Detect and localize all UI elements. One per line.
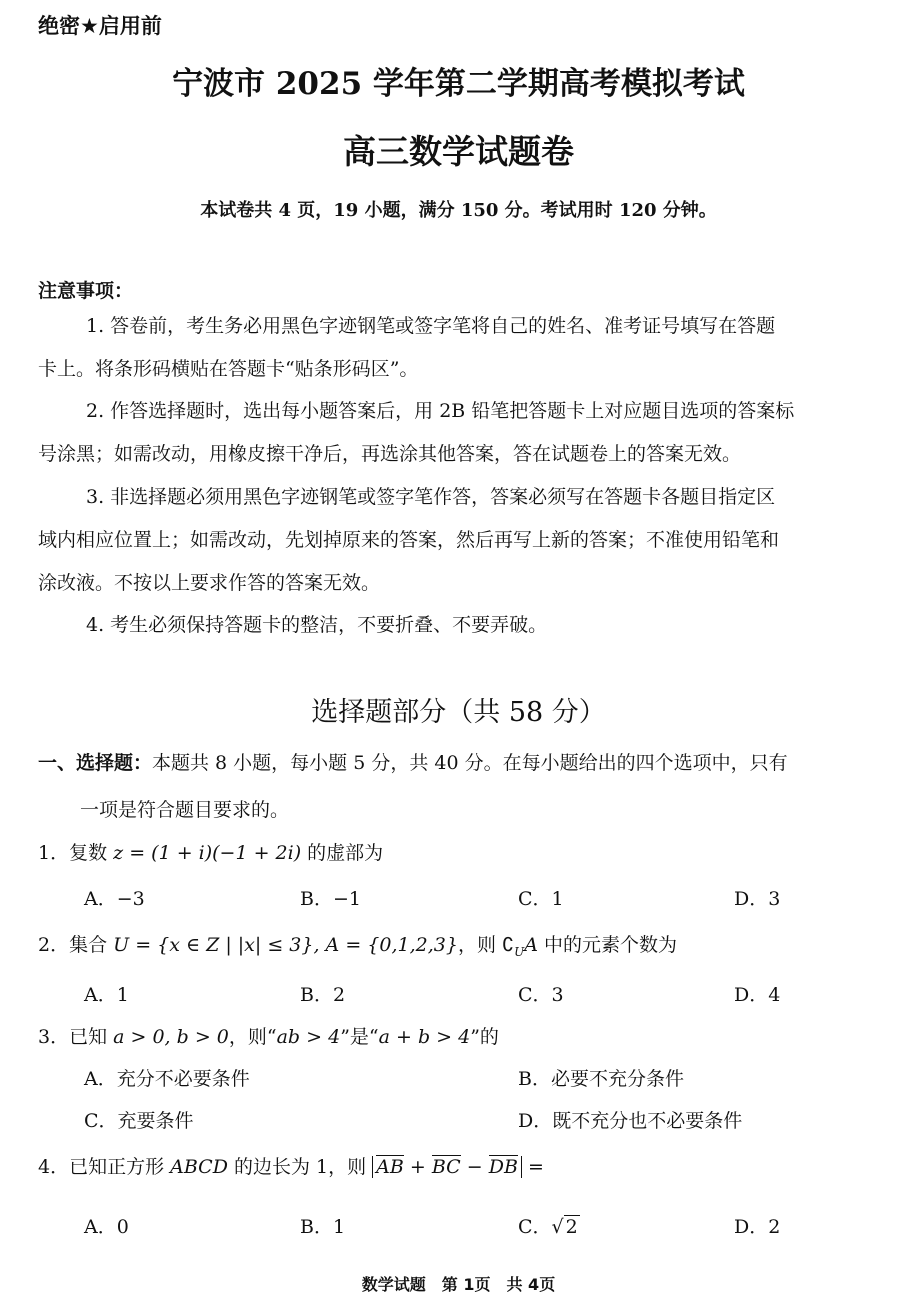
q3-option-c: C．充要条件: [84, 1110, 194, 1132]
q2-option-c: C．3: [518, 984, 564, 1006]
q2-option-b: B．2: [300, 984, 346, 1006]
vector-ab: AB: [376, 1156, 404, 1178]
note-line: 号涂黑；如需改动，用橡皮擦干净后，再选涂其他答案，答在试题卷上的答案无效。: [38, 443, 742, 465]
note-line: 卡上。将条形码横贴在答题卡“贴条形码区”。: [38, 358, 419, 380]
note-line: 域内相应位置上；如需改动，先划掉原来的答案，然后再写上新的答案；不准使用铅笔和: [38, 529, 780, 551]
part-intro: [38, 748, 788, 775]
q1-option-b: B．−1: [300, 888, 361, 910]
q3-math3: a + b > 4: [378, 1026, 471, 1048]
vector-bc: BC: [431, 1156, 461, 1178]
q2-option-d: D．4: [734, 984, 781, 1006]
confidential-label: 绝密★启用前: [38, 14, 162, 38]
q3-option-b: B．必要不充分条件: [518, 1068, 684, 1090]
q4-post: 的边长为 1，则: [227, 1156, 373, 1178]
question-3-stem: [38, 1022, 499, 1049]
sqrt-radicand: 2: [565, 1216, 578, 1238]
q1-post: 的虚部为: [301, 842, 384, 864]
note-line: 4. 考生必须保持答题卡的整洁，不要折叠、不要弄破。: [86, 614, 548, 636]
note-line: 2. 作答选择题时，选出每小题答案后，用 2B 铅笔把答题卡上对应题目选项的答案标: [86, 400, 795, 422]
note-line: 1. 答卷前，考生务必用黑色字迹钢笔或签字笔将自己的姓名、准考证号填写在答题: [86, 315, 776, 337]
q3-math2: ab > 4: [276, 1026, 341, 1048]
q3-post: ，则“: [228, 1026, 277, 1048]
exam-title: 宁波市 2025 学年第二学期高考模拟考试: [172, 66, 745, 102]
part-description: 本题共 8 小题，每小题 5 分，共 40 分。在每小题给出的四个选项中，只有: [152, 752, 788, 774]
q2-sub: U: [514, 944, 525, 959]
q3-option-a: A．充分不必要条件: [84, 1068, 250, 1090]
q4-vector-expression: AB + BC − DB: [372, 1156, 522, 1178]
part-label: 一、选择题：: [38, 752, 153, 774]
sqrt-symbol: √: [551, 1216, 564, 1238]
q4-option-b: B．1: [300, 1216, 346, 1238]
q4-option-d: D．2: [734, 1216, 781, 1238]
q3-end: ”的: [470, 1026, 499, 1048]
q3-pre: 3．已知: [38, 1026, 114, 1048]
exam-subtitle: 高三数学试题卷: [343, 132, 574, 171]
q4-eq: =: [521, 1156, 544, 1178]
q3-option-d: D．既不充分也不必要条件: [518, 1110, 743, 1132]
q2-tail-math: A: [524, 934, 538, 956]
q2-tail: 中的元素个数为: [537, 934, 677, 956]
question-4-stem: [38, 1152, 544, 1179]
q2-math: U = {x ∈ Z | |x| ≤ 3}, A = {0,1,2,3}: [113, 934, 458, 956]
note-line: 3. 非选择题必须用黑色字迹钢笔或签字笔作答，答案必须写在答题卡各题目指定区: [86, 486, 776, 508]
q2-option-a: A．1: [84, 984, 129, 1006]
q1-option-d: D．3: [734, 888, 781, 910]
page-footer: 数学试题 第 1页 共 4页: [361, 1275, 556, 1294]
question-1-stem: [38, 838, 383, 865]
q3-mid: ”是“: [340, 1026, 379, 1048]
q4-option-c-label: C．: [518, 1216, 552, 1238]
q1-math: z = (1 + i)(−1 + 2i): [113, 842, 302, 864]
exam-info: 本试卷共 4 页，19 小题，满分 150 分。考试用时 120 分钟。: [200, 200, 717, 221]
q4-pre: 4．已知正方形: [38, 1156, 171, 1178]
q4-math: ABCD: [170, 1156, 228, 1178]
sqrt-two: [552, 1216, 580, 1238]
q3-math: a > 0, b > 0: [113, 1026, 229, 1048]
q1-option-c: C．1: [518, 888, 564, 910]
notes-heading: 注意事项：: [38, 280, 134, 302]
q2-pre: 2．集合: [38, 934, 114, 956]
q4-option-a: A．0: [84, 1216, 129, 1238]
q1-pre: 1．复数: [38, 842, 114, 864]
q2-post: ，则 ∁: [457, 934, 515, 956]
q4-option-c: [518, 1212, 580, 1239]
question-2-stem: [38, 930, 677, 959]
section-title: 选择题部分（共 58 分）: [311, 697, 606, 728]
vector-db: DB: [488, 1156, 518, 1178]
note-line: 涂改液。不按以上要求作答的答案无效。: [38, 572, 381, 594]
q1-option-a: A．−3: [84, 888, 145, 910]
part-description-cont: 一项是符合题目要求的。: [80, 799, 290, 821]
